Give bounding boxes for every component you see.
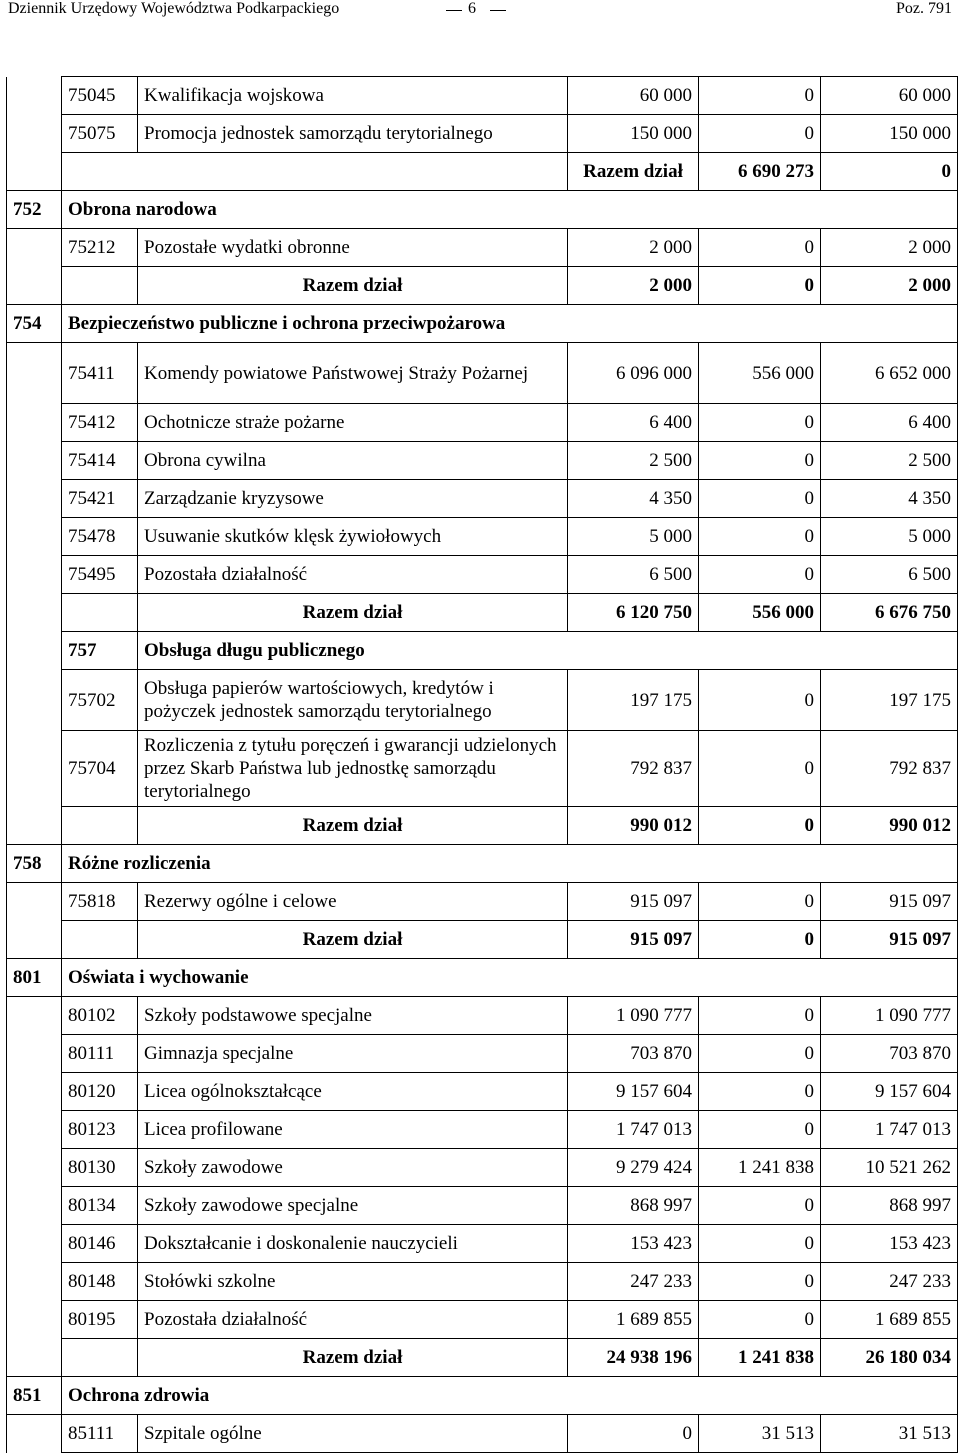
table-row bbox=[7, 883, 958, 921]
section-code: 752 bbox=[7, 191, 62, 229]
chapter-code: 80195 bbox=[62, 1301, 138, 1339]
table-row bbox=[7, 1149, 958, 1187]
chapter-code: 75075 bbox=[62, 115, 138, 153]
chapter-name: Szpitale ogólne bbox=[138, 1415, 568, 1453]
table-row bbox=[7, 1225, 958, 1263]
total-row bbox=[7, 807, 958, 845]
empty-cell bbox=[62, 153, 568, 191]
table-row bbox=[7, 115, 958, 153]
total-label: Razem dział bbox=[138, 594, 568, 632]
amount-plan: 6 400 bbox=[568, 404, 699, 442]
empty-cell bbox=[62, 267, 138, 305]
amount-after: 1 090 777 bbox=[821, 997, 958, 1035]
table-row bbox=[7, 1035, 958, 1073]
chapter-code: 80148 bbox=[62, 1263, 138, 1301]
total-after: 915 097 bbox=[821, 921, 958, 959]
chapter-code: 75421 bbox=[62, 480, 138, 518]
amount-plan: 9 279 424 bbox=[568, 1149, 699, 1187]
total-row bbox=[7, 1339, 958, 1377]
table-row bbox=[7, 404, 958, 442]
amount-after: 1 747 013 bbox=[821, 1111, 958, 1149]
total-row bbox=[7, 267, 958, 305]
amount-after: 197 175 bbox=[821, 670, 958, 731]
section-code-cell bbox=[7, 997, 62, 1377]
amount-plan: 9 157 604 bbox=[568, 1073, 699, 1111]
total-label: Razem dział bbox=[568, 153, 699, 191]
amount-change: 0 bbox=[699, 77, 821, 115]
amount-change: 0 bbox=[699, 556, 821, 594]
chapter-code: 80111 bbox=[62, 1035, 138, 1073]
section-code: 758 bbox=[7, 845, 62, 883]
page-number: 6 bbox=[468, 0, 476, 17]
amount-plan: 6 500 bbox=[568, 556, 699, 594]
journal-title: Dziennik Urzędowy Województwa Podkarpackiego bbox=[8, 0, 340, 17]
amount-change: 0 bbox=[699, 1187, 821, 1225]
amount-change: 0 bbox=[699, 1301, 821, 1339]
section-name: Obsługa długu publicznego bbox=[138, 632, 958, 670]
chapter-name: Stołówki szkolne bbox=[138, 1263, 568, 1301]
section-name: Bezpieczeństwo publiczne i ochrona przeciwpożarowa bbox=[62, 305, 958, 343]
chapter-code: 75702 bbox=[62, 670, 138, 731]
amount-plan: 247 233 bbox=[568, 1263, 699, 1301]
chapter-code: 80130 bbox=[62, 1149, 138, 1187]
amount-plan: 197 175 bbox=[568, 670, 699, 731]
total-plan: 6 120 750 bbox=[568, 594, 699, 632]
amount-change: 0 bbox=[699, 518, 821, 556]
section-code-cell bbox=[7, 77, 62, 191]
header-dash-left bbox=[446, 10, 462, 11]
total-change: 0 bbox=[699, 921, 821, 959]
amount-change: 0 bbox=[699, 1035, 821, 1073]
amount-change: 31 513 bbox=[699, 1415, 821, 1453]
table-row bbox=[7, 1187, 958, 1225]
chapter-code: 75411 bbox=[62, 343, 138, 404]
amount-change: 0 bbox=[699, 404, 821, 442]
table-row bbox=[7, 77, 958, 115]
chapter-name: Dokształcanie i doskonalenie nauczycieli bbox=[138, 1225, 568, 1263]
amount-after: 1 689 855 bbox=[821, 1301, 958, 1339]
amount-after: 150 000 bbox=[821, 115, 958, 153]
page-header bbox=[8, 0, 952, 18]
section-code-cell bbox=[7, 670, 62, 845]
position-number: Poz. 791 bbox=[896, 0, 952, 17]
table-row bbox=[7, 670, 958, 731]
amount-change: 0 bbox=[699, 1225, 821, 1263]
amount-after: 60 000 bbox=[821, 77, 958, 115]
amount-plan: 150 000 bbox=[568, 115, 699, 153]
amount-after: 6 652 000 bbox=[821, 343, 958, 404]
total-row bbox=[7, 921, 958, 959]
section-code: 757 bbox=[62, 632, 138, 670]
total-label: Razem dział bbox=[138, 921, 568, 959]
chapter-code: 75704 bbox=[62, 731, 138, 807]
amount-change: 0 bbox=[699, 997, 821, 1035]
table-row bbox=[7, 556, 958, 594]
amount-after: 247 233 bbox=[821, 1263, 958, 1301]
total-label: Razem dział bbox=[138, 1339, 568, 1377]
section-row bbox=[7, 1377, 958, 1415]
chapter-code: 75412 bbox=[62, 404, 138, 442]
amount-change: 0 bbox=[699, 480, 821, 518]
amount-plan: 2 500 bbox=[568, 442, 699, 480]
amount-plan: 868 997 bbox=[568, 1187, 699, 1225]
chapter-name: Promocja jednostek samorządu terytorialnego bbox=[138, 115, 568, 153]
section-row bbox=[7, 959, 958, 997]
amount-plan: 5 000 bbox=[568, 518, 699, 556]
section-name: Różne rozliczenia bbox=[62, 845, 958, 883]
amount-after: 5 000 bbox=[821, 518, 958, 556]
table-row bbox=[7, 1111, 958, 1149]
section-name: Oświata i wychowanie bbox=[62, 959, 958, 997]
total-after: 26 180 034 bbox=[821, 1339, 958, 1377]
amount-plan: 792 837 bbox=[568, 731, 699, 807]
chapter-code: 75478 bbox=[62, 518, 138, 556]
section-code-cell bbox=[7, 229, 62, 305]
chapter-code: 85111 bbox=[62, 1415, 138, 1453]
chapter-code: 80120 bbox=[62, 1073, 138, 1111]
total-plan: 990 012 bbox=[568, 807, 699, 845]
table-row bbox=[7, 229, 958, 267]
chapter-code: 75212 bbox=[62, 229, 138, 267]
chapter-name: Zarządzanie kryzysowe bbox=[138, 480, 568, 518]
empty-cell bbox=[62, 1339, 138, 1377]
chapter-code: 80146 bbox=[62, 1225, 138, 1263]
amount-plan: 1 090 777 bbox=[568, 997, 699, 1035]
total-change: 0 bbox=[821, 153, 958, 191]
chapter-name: Rozliczenia z tytułu poręczeń i gwarancji udzielonych przez Skarb Państwa lub jednostkę samorządu terytorialnego bbox=[138, 731, 568, 807]
chapter-code: 75818 bbox=[62, 883, 138, 921]
amount-change: 0 bbox=[699, 442, 821, 480]
section-code: 851 bbox=[7, 1377, 62, 1415]
amount-change: 0 bbox=[699, 115, 821, 153]
chapter-name: Pozostała działalność bbox=[138, 1301, 568, 1339]
amount-after: 153 423 bbox=[821, 1225, 958, 1263]
empty-cell bbox=[62, 594, 138, 632]
amount-plan: 153 423 bbox=[568, 1225, 699, 1263]
total-plan: 6 690 273 bbox=[699, 153, 821, 191]
chapter-name: Obrona cywilna bbox=[138, 442, 568, 480]
amount-change: 0 bbox=[699, 1263, 821, 1301]
chapter-name: Pozostała działalność bbox=[138, 556, 568, 594]
chapter-code: 80123 bbox=[62, 1111, 138, 1149]
amount-after: 915 097 bbox=[821, 883, 958, 921]
chapter-code: 80102 bbox=[62, 997, 138, 1035]
total-change: 0 bbox=[699, 267, 821, 305]
section-name: Obrona narodowa bbox=[62, 191, 958, 229]
total-change: 0 bbox=[699, 807, 821, 845]
chapter-name: Usuwanie skutków klęsk żywiołowych bbox=[138, 518, 568, 556]
chapter-name: Ochotnicze straże pożarne bbox=[138, 404, 568, 442]
amount-change: 0 bbox=[699, 731, 821, 807]
amount-plan: 2 000 bbox=[568, 229, 699, 267]
total-label: Razem dział bbox=[138, 267, 568, 305]
amount-change: 1 241 838 bbox=[699, 1149, 821, 1187]
chapter-name: Gimnazja specjalne bbox=[138, 1035, 568, 1073]
chapter-code: 75045 bbox=[62, 77, 138, 115]
section-code-cell bbox=[7, 883, 62, 959]
amount-after: 6 400 bbox=[821, 404, 958, 442]
amount-after: 2 500 bbox=[821, 442, 958, 480]
chapter-code: 75414 bbox=[62, 442, 138, 480]
total-plan: 24 938 196 bbox=[568, 1339, 699, 1377]
total-plan: 915 097 bbox=[568, 921, 699, 959]
header-dash-right bbox=[490, 10, 506, 11]
chapter-name: Pozostałe wydatki obronne bbox=[138, 229, 568, 267]
chapter-name: Rezerwy ogólne i celowe bbox=[138, 883, 568, 921]
section-name: Ochrona zdrowia bbox=[62, 1377, 958, 1415]
total-change: 1 241 838 bbox=[699, 1339, 821, 1377]
table-row bbox=[7, 480, 958, 518]
total-plan: 2 000 bbox=[568, 267, 699, 305]
amount-change: 0 bbox=[699, 1073, 821, 1111]
amount-plan: 915 097 bbox=[568, 883, 699, 921]
total-after: 2 000 bbox=[821, 267, 958, 305]
chapter-name: Szkoły zawodowe specjalne bbox=[138, 1187, 568, 1225]
chapter-code: 75495 bbox=[62, 556, 138, 594]
section-code: 801 bbox=[7, 959, 62, 997]
total-change: 556 000 bbox=[699, 594, 821, 632]
amount-after: 31 513 bbox=[821, 1415, 958, 1453]
amount-change: 0 bbox=[699, 883, 821, 921]
chapter-name: Licea profilowane bbox=[138, 1111, 568, 1149]
amount-after: 792 837 bbox=[821, 731, 958, 807]
table-row bbox=[7, 518, 958, 556]
amount-plan: 6 096 000 bbox=[568, 343, 699, 404]
amount-change: 0 bbox=[699, 1111, 821, 1149]
section-code: 754 bbox=[7, 305, 62, 343]
chapter-name: Licea ogólnokształcące bbox=[138, 1073, 568, 1111]
table-row bbox=[7, 1301, 958, 1339]
total-label: Razem dział bbox=[138, 807, 568, 845]
amount-after: 868 997 bbox=[821, 1187, 958, 1225]
table-row bbox=[7, 1073, 958, 1111]
table-row bbox=[7, 997, 958, 1035]
section-row bbox=[7, 191, 958, 229]
amount-plan: 703 870 bbox=[568, 1035, 699, 1073]
amount-change: 556 000 bbox=[699, 343, 821, 404]
section-code-cell bbox=[7, 343, 62, 670]
empty-cell bbox=[62, 807, 138, 845]
amount-after: 703 870 bbox=[821, 1035, 958, 1073]
amount-plan: 60 000 bbox=[568, 77, 699, 115]
total-row bbox=[7, 594, 958, 632]
chapter-code: 80134 bbox=[62, 1187, 138, 1225]
amount-plan: 0 bbox=[568, 1415, 699, 1453]
total-row bbox=[7, 153, 958, 191]
chapter-name: Szkoły zawodowe bbox=[138, 1149, 568, 1187]
amount-after: 6 500 bbox=[821, 556, 958, 594]
table-row bbox=[7, 731, 958, 807]
amount-after: 10 521 262 bbox=[821, 1149, 958, 1187]
section-row bbox=[7, 845, 958, 883]
amount-after: 9 157 604 bbox=[821, 1073, 958, 1111]
chapter-name: Obsługa papierów wartościowych, kredytów i pożyczek jednostek samorządu terytorialnego bbox=[138, 670, 568, 731]
section-row bbox=[7, 632, 958, 670]
amount-plan: 4 350 bbox=[568, 480, 699, 518]
amount-after: 2 000 bbox=[821, 229, 958, 267]
amount-change: 0 bbox=[699, 670, 821, 731]
total-after: 990 012 bbox=[821, 807, 958, 845]
table-row bbox=[7, 343, 958, 404]
chapter-name: Kwalifikacja wojskowa bbox=[138, 77, 568, 115]
table-row bbox=[7, 442, 958, 480]
total-after: 6 676 750 bbox=[821, 594, 958, 632]
budget-table bbox=[6, 76, 958, 1453]
amount-plan: 1 689 855 bbox=[568, 1301, 699, 1339]
table-row bbox=[7, 1263, 958, 1301]
empty-cell bbox=[62, 921, 138, 959]
chapter-name: Szkoły podstawowe specjalne bbox=[138, 997, 568, 1035]
chapter-name: Komendy powiatowe Państwowej Straży Pożarnej bbox=[138, 343, 568, 404]
amount-after: 4 350 bbox=[821, 480, 958, 518]
amount-plan: 1 747 013 bbox=[568, 1111, 699, 1149]
section-row bbox=[7, 305, 958, 343]
amount-change: 0 bbox=[699, 229, 821, 267]
